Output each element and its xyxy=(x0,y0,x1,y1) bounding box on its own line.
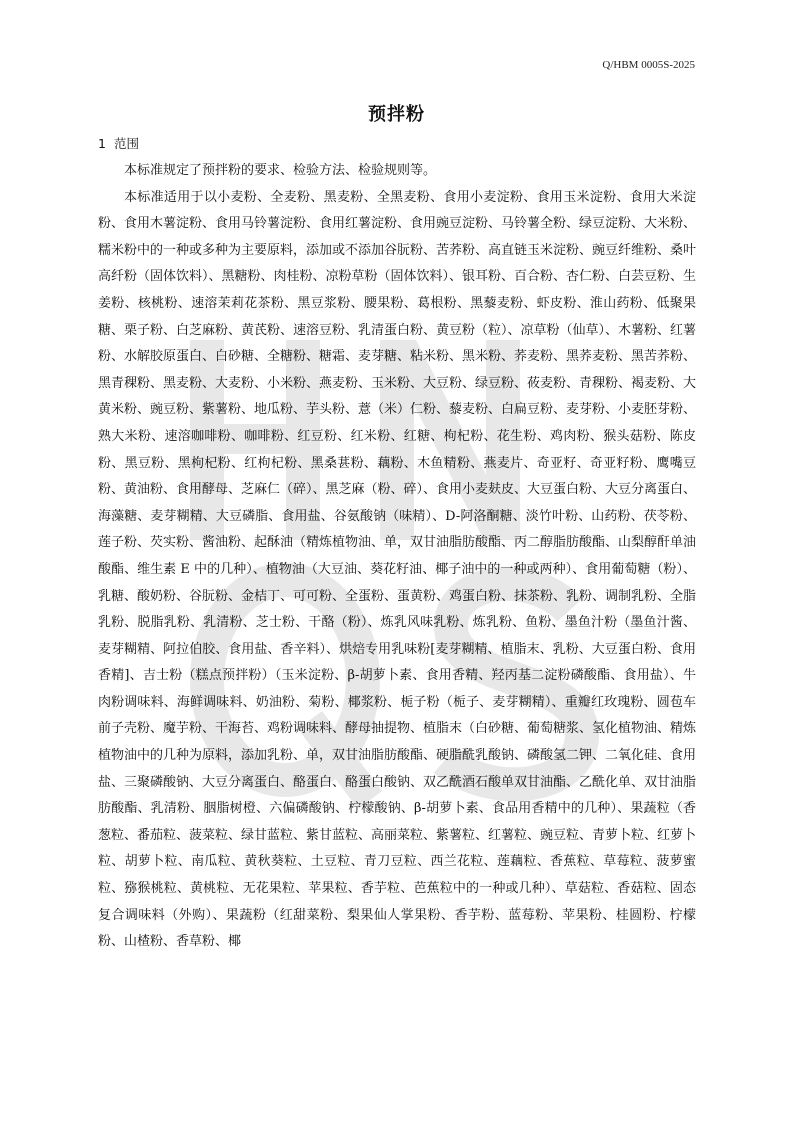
section-title: 范围 xyxy=(113,136,139,151)
body-text xyxy=(98,158,696,956)
section-heading xyxy=(98,134,139,152)
paragraph-scope-intro: 本标准规定了预拌粉的要求、检验方法、检验规则等。 xyxy=(124,163,437,178)
standard-code: Q/HBM 0005S-2025 xyxy=(602,59,695,71)
section-number: 1 xyxy=(98,136,106,151)
paragraph-scope-applicability: 本标准适用于以小麦粉、全麦粉、黑麦粉、全黑麦粉、食用小麦淀粉、食用玉米淀粉、食用大米淀粉、食用木薯淀粉、食用马铃薯淀粉、食用红薯淀粉、食用豌豆淀粉、马铃薯全粉、绿豆淀粉、大米粉、糯米粉中的一种或多种为主要原料，添加或不添加谷朊粉、苦荞粉、高直链玉米淀粉、豌豆纤维粉、桑叶高纤粉（固体饮料）、黑糖粉、肉桂粉、凉粉草粉（固体饮料）、银耳粉、百合粉、杏仁粉、白芸豆粉、生姜粉、核桃粉、速溶茉莉花茶粉、黑豆浆粉、腰果粉、葛根粉、黑藜麦粉、虾皮粉、淮山药粉、低聚果糖、栗子粉、白芝麻粉、黄芪粉、速溶豆粉、乳清蛋白粉、黄豆粉（粒）、凉草粉（仙草）、木薯粉、红薯粉、水解胶原蛋白、白砂糖、全糖粉、糖霜、麦芽糖、粘米粉、黑米粉、荞麦粉、黑荞麦粉、黑苦荞粉、黑青稞粉、黑麦粉、大麦粉、小米粉、燕麦粉、玉米粉、大豆粉、绿豆粉、莜麦粉、青稞粉、褐麦粉、大黄米粉、豌豆粉、紫薯粉、地瓜粉、芋头粉、薏（米）仁粉、藜麦粉、白扁豆粉、麦芽粉、小麦胚芽粉、熟大米粉、速溶咖啡粉、咖啡粉、红豆粉、红米粉、红糖、枸杞粉、花生粉、鸡肉粉、猴头菇粉、陈皮粉、黑豆粉、黑枸杞粉、红枸杞粉、黑桑葚粉、藕粉、木鱼精粉、燕麦片、奇亚籽、奇亚籽粉、鹰嘴豆粉、黄油粉、食用酵母、芝麻仁（碎）、黑芝麻（粉、碎）、食用小麦麸皮、大豆蛋白粉、大豆分离蛋白、海藻糖、麦芽糊精、大豆磷脂、食用盐、谷氨酸钠（味精）、D-阿洛酮糖、淡竹叶粉、山药粉、茯苓粉、莲子粉、芡实粉、酱油粉、起酥油（精炼植物油、单，双甘油脂肪酸酯、丙二醇脂肪酸酯、山梨醇酐单油酸酯、维生素 E 中的几种）、植物油（大豆油、葵花籽油、椰子油中的一种或两种）、食用葡萄糖（粉）、乳糖、酸奶粉、谷朊粉、金桔丁、可可粉、全蛋粉、蛋黄粉、鸡蛋白粉、抹茶粉、乳粉、调制乳粉、全脂乳粉、脱脂乳粉、乳清粉、芝士粉、干酪（粉）、炼乳风味乳粉、炼乳粉、鱼粉、墨鱼汁粉（墨鱼汁酱、麦芽糊精、阿拉伯胶、食用盐、香辛料）、烘焙专用乳味粉[麦芽糊精、植脂末、乳粉、大豆蛋白粉、食用香精]、吉士粉（糕点预拌粉）（玉米淀粉、β-胡萝卜素、食用香精、羟丙基二淀粉磷酸酯、食用盐）、牛肉粉调味料、海鲜调味料、奶油粉、菊粉、椰浆粉、栀子粉（栀子、麦芽糊精）、重瓣红玫瑰粉、圆苞车前子壳粉、魔芋粉、干海苔、鸡粉调味料、酵母抽提物、植脂末（白砂糖、葡萄糖浆、氢化植物油、精炼植物油中的几种为原料，添加乳粉、单，双甘油脂肪酸酯、硬脂酰乳酸钠、磷酸氢二钾、二氧化硅、食用盐、三聚磷酸钠、大豆分离蛋白、酪蛋白、酪蛋白酸钠、双乙酰酒石酸单双甘油酯、乙酰化单、双甘油脂肪酸酯、乳清粉、胭脂树橙、六偏磷酸钠、柠檬酸钠、β-胡萝卜素、食品用香精中的几种）、果蔬粒（香葱粒、番茄粒、菠菜粒、绿甘蓝粒、紫甘蓝粒、高丽菜粒、紫薯粒、红薯粒、豌豆粒、青萝卜粒、红萝卜粒、胡萝卜粒、南瓜粒、黄秋葵粒、土豆粒、青刀豆粒、西兰花粒、莲藕粒、香蕉粒、草莓粒、菠萝蜜粒、猕猴桃粒、黄桃粒、无花果粒、苹果粒、香芋粒、芭蕉粒中的一种或几种）、草菇粒、香菇粒、固态复合调味料（外购）、果蔬粉（红甜菜粉、梨果仙人掌果粉、香芋粉、蓝莓粉、苹果粉、桂圆粉、柠檬粉、山楂粉、香草粉、椰 xyxy=(98,189,697,950)
document-title: 预拌粉 xyxy=(368,104,425,125)
